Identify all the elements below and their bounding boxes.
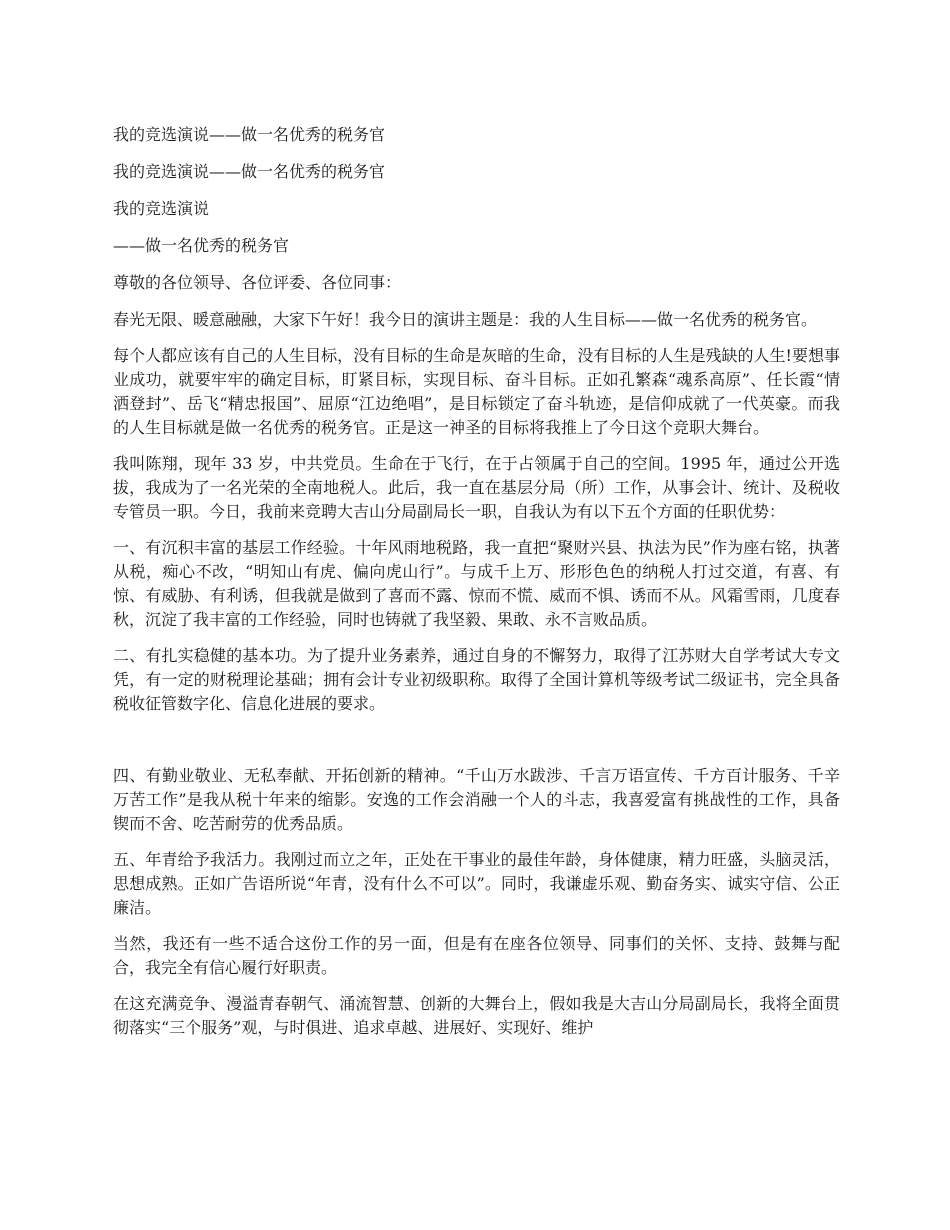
paragraph-greeting: 春光无限、暖意融融，大家下午好！我今日的演讲主题是：我的人生目标——做一名优秀的税务官。 (113, 310, 818, 329)
blank-line (113, 728, 840, 752)
paragraph-self-intro: 我叫陈翔，现年 33 岁，中共党员。生命在于飞行，在于占领属于自己的空间。1995 年，通过公开选拔，我成为了一名光荣的全南地税人。此后，我一直在基层分局（所）工作，从事会计、统计、及税收专管员一职。今日，我前来竞聘大吉山分局副局长一职，自我认为有以下五个方面的任职优势： (113, 454, 840, 521)
speech-title: 我的竞选演说 (113, 199, 210, 218)
document-title-repeat: 我的竞选演说——做一名优秀的税务官 (113, 162, 386, 181)
paragraph-closing: 在这充满竞争、漫溢青春朝气、涌流智慧、创新的大舞台上，假如我是大吉山分局副局长，我将全面贯彻落实“三个服务”观，与时俱进、追求卓越、进展好、实现好、维护 (113, 994, 840, 1037)
paragraph-shortcoming: 当然，我还有一些不适合这份工作的另一面，但是有在座各位领导、同事们的关怀、支持、鼓舞与配合，我完全有信心履行好职责。 (113, 934, 840, 977)
document-title: 我的竞选演说——做一名优秀的税务官 (113, 125, 386, 144)
speech-subtitle: ——做一名优秀的税务官 (113, 236, 290, 255)
document-page (113, 123, 840, 1052)
paragraph-advantage-4: 四、有勤业敬业、无私奉献、开拓创新的精神。“千山万水跋涉、千言万语宣传、千方百计服务、千辛万苦工作”是我从税十年来的缩影。安逸的工作会消融一个人的斗志，我喜爱富有挑战性的工作，具备锲而不舍、吃苦耐劳的优秀品质。 (113, 766, 840, 833)
paragraph-advantage-2: 二、有扎实稳健的基本功。为了提升业务素养，通过自身的不懈努力，取得了江苏财大自学考试大专文凭，有一定的财税理论基础；拥有会计专业初级职称。取得了全国计算机等级考试二级证书，完全具备税收征管数字化、信息化进展的要求。 (113, 646, 840, 713)
salutation: 尊敬的各位领导、各位评委、各位同事： (113, 273, 402, 292)
paragraph-advantage-1: 一、有沉积丰富的基层工作经验。十年风雨地税路，我一直把“聚财兴县、执法为民”作为座右铭，执著从税，痴心不改，“明知山有虎、偏向虎山行”。与成千上万、形形色色的纳税人打过交道，有喜、有惊、有威胁、有利诱，但我就是做到了喜而不露、惊而不慌、威而不惧、诱而不从。风霜雪雨，几度春秋，沉淀了我丰富的工作经验，同时也铸就了我坚毅、果敢、永不言败品质。 (113, 538, 840, 629)
paragraph-advantage-5: 五、年青给予我活力。我刚过而立之年，正处在干事业的最佳年龄，身体健康，精力旺盛，头脑灵活，思想成熟。正如广告语所说“年青，没有什么不可以”。同时，我谦虚乐观、勤奋务实、诚实守信、公正廉洁。 (113, 850, 840, 917)
paragraph-life-goal: 每个人都应该有自己的人生目标，没有目标的生命是灰暗的生命，没有目标的人生是残缺的人生!要想事业成功，就要牢牢的确定目标，盯紧目标，实现目标、奋斗目标。正如孔繁森“魂系高原”、任长霞“情洒登封”、岳飞“精忠报国”、屈原“江边绝唱”，是目标锁定了奋斗轨迹，是信仰成就了一代英豪。而我的人生目标就是做一名优秀的税务官。正是这一神圣的目标将我推上了今日这个竞职大舞台。 (113, 346, 840, 437)
